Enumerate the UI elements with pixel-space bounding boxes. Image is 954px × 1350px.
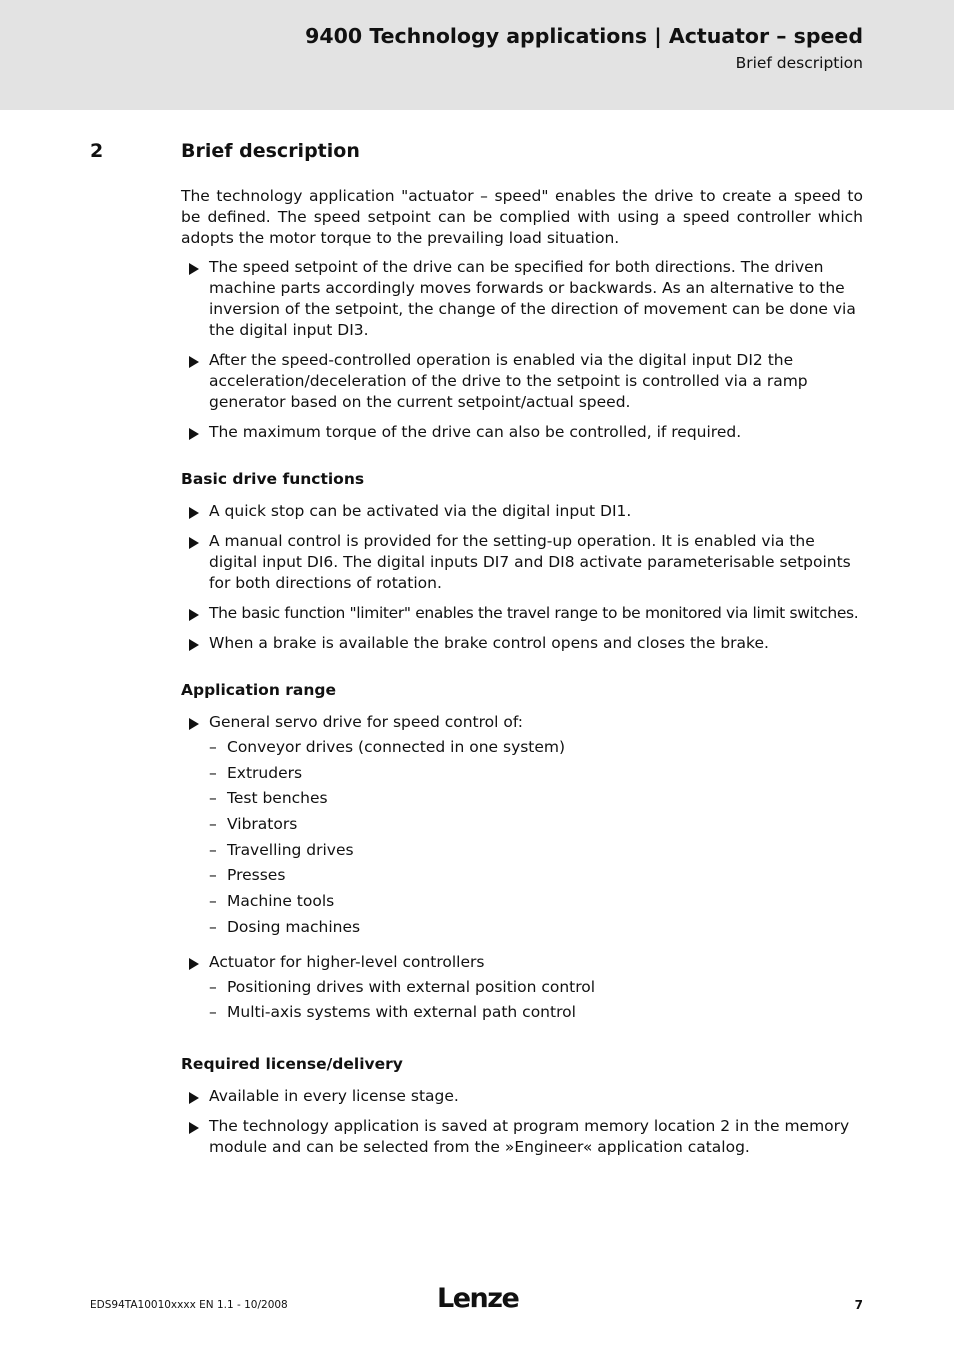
triangle-bullet-icon [189, 639, 199, 651]
triangle-bullet-icon [189, 537, 199, 549]
sub-list-item: – Test benches [209, 789, 328, 808]
triangle-bullet-icon [189, 1092, 199, 1104]
triangle-bullet-icon [189, 507, 199, 519]
list-item: Available in every license stage. [181, 1086, 863, 1107]
list-item: A quick stop can be activated via the digital input DI1. [181, 501, 863, 522]
sub-list-item: – Dosing machines [209, 917, 361, 936]
triangle-bullet-icon [189, 609, 199, 621]
list-item: The basic function "limiter" enables the travel range to be monitored via limit switches. [181, 603, 863, 624]
triangle-bullet-icon [189, 356, 199, 368]
sub-list-item: – Vibrators [209, 815, 298, 834]
section-number: 2 [90, 140, 104, 162]
triangle-bullet-icon [189, 263, 199, 275]
page-number: 7 [854, 1298, 863, 1312]
list-item: The technology application is saved at program memory location 2 in the memory module and can be selected from the »Engineer« application catalog. [181, 1116, 863, 1158]
sub-list-item: – Presses [209, 866, 286, 885]
main-content [181, 186, 863, 1167]
sub-list-item: – Travelling drives [209, 840, 354, 859]
document-title: 9400 Technology applications | Actuator – speed [305, 24, 863, 48]
sub-list-item: – Extruders [209, 763, 303, 782]
application-range-list [181, 712, 863, 1028]
triangle-bullet-icon [189, 1122, 199, 1134]
triangle-bullet-icon [189, 428, 199, 440]
sub-list [209, 737, 863, 943]
triangle-bullet-icon [189, 958, 199, 970]
sub-list-item: – Multi-axis systems with external path control [209, 1003, 576, 1022]
sub-list-item: – Machine tools [209, 892, 335, 911]
lenze-logo: Lenze [437, 1283, 519, 1314]
sub-list [209, 977, 863, 1028]
list-item: When a brake is available the brake control opens and closes the brake. [181, 633, 863, 654]
list-item: After the speed-controlled operation is enabled via the digital input DI2 the acceleration/deceleration of the drive to the setpoint is controlled via a ramp generator based on the current setpoint/actual speed. [181, 350, 863, 413]
sub-list-item: – Positioning drives with external position control [209, 977, 596, 996]
intro-paragraph: The technology application "actuator – speed" enables the drive to create a speed to be defined. The speed setpoint can be complied with using a speed controller which adopts the motor torque to the prevailing load situation. [181, 187, 863, 247]
section-title: Brief description [181, 140, 360, 162]
list-item: Actuator for higher-level controllers – Positioning drives with external position control – Multi-axis systems with external path control [181, 952, 863, 1028]
license-list [181, 1086, 863, 1158]
document-code: EDS94TA10010xxxx EN 1.1 - 10/2008 [90, 1299, 288, 1311]
basic-functions-list [181, 501, 863, 654]
document-subtitle: Brief description [735, 54, 863, 72]
list-item: A manual control is provided for the setting-up operation. It is enabled via the digital input DI6. The digital inputs DI7 and DI8 activate parameterisable setpoints for both directions of rotation. [181, 531, 863, 594]
list-item: The maximum torque of the drive can also be controlled, if required. [181, 422, 863, 443]
basic-functions-heading: Basic drive functions [181, 470, 365, 488]
sub-list-item: – Conveyor drives (connected in one system) [209, 738, 566, 756]
application-range-heading: Application range [181, 681, 337, 699]
list-item: The speed setpoint of the drive can be specified for both directions. The driven machine parts accordingly moves forwards or backwards. As an alternative to the inversion of the setpoint, the change of the direction of movement can be done via the digital input DI3. [181, 257, 863, 341]
list-item: General servo drive for speed control of: – Conveyor drives (connected in one system) – Extruders – Test benches – Vibrators – Travelling drives – Presses – Machine tools – Dosing machines [181, 712, 863, 943]
license-heading: Required license/delivery [181, 1054, 403, 1073]
triangle-bullet-icon [189, 718, 199, 730]
intro-bullet-list [181, 257, 863, 443]
